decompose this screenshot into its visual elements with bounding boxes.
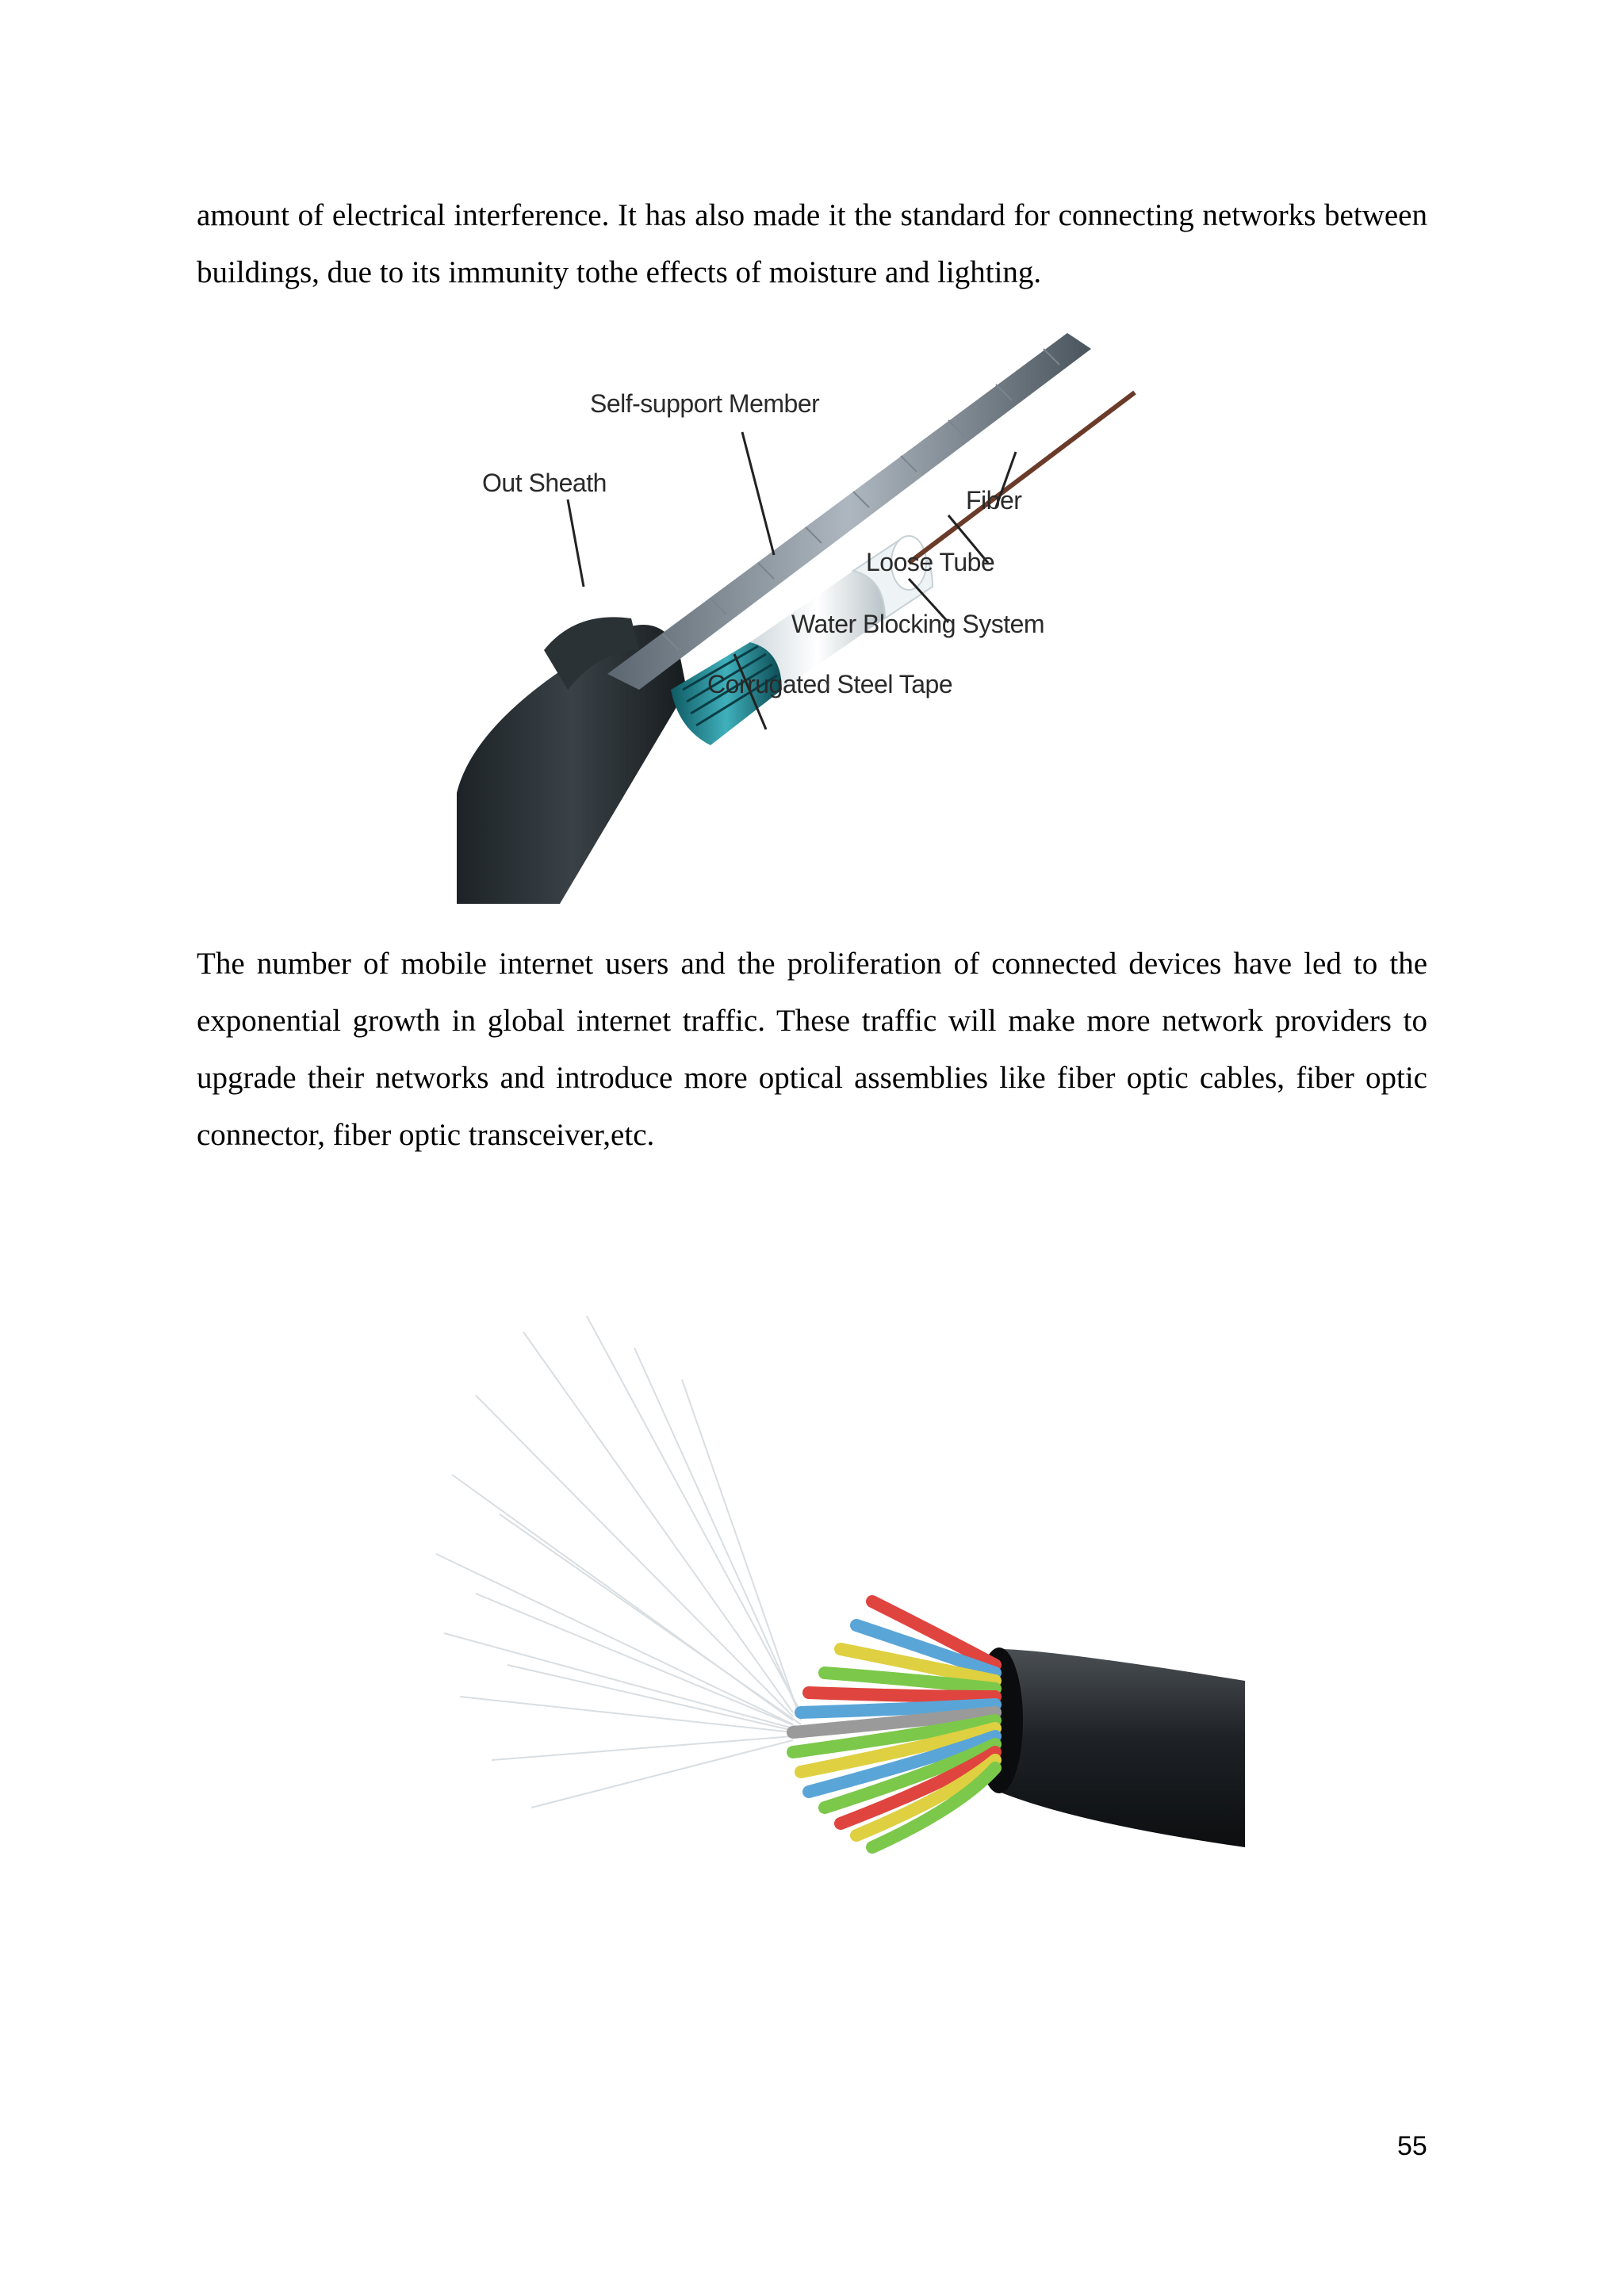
label-out-sheath: Out Sheath bbox=[482, 469, 607, 497]
fiber-bundle-photo bbox=[428, 1300, 1245, 1919]
fiber-shape bbox=[909, 392, 1135, 563]
page-number: 55 bbox=[1397, 2131, 1427, 2161]
colored-fibers bbox=[793, 1601, 995, 1847]
label-self-support-member: Self-support Member bbox=[590, 389, 820, 418]
label-corrugated-steel-tape: Corrugated Steel Tape bbox=[707, 670, 953, 698]
paragraph-internet-traffic: The number of mobile internet users and the proliferation of connected devices have led to the exponential growth in global internet traffic. These traffic will make more network providers to upgrade their networks and introduce more optical assemblies like fiber optic cables, fiber optic connector, fiber optic transceiver,etc. bbox=[197, 947, 1427, 1152]
label-water-blocking-system: Water Blocking System bbox=[791, 610, 1045, 638]
cable-cross-section-figure bbox=[425, 317, 1178, 904]
cable-diagram bbox=[425, 317, 1178, 904]
cable-jacket bbox=[991, 1649, 1245, 1847]
paragraph-continued: amount of electrical interference. It has also made it the standard for connecting networks between buildings, due to its immunity tothe effects of moisture and lighting. bbox=[197, 198, 1427, 289]
fiber-bundle-illustration bbox=[428, 1300, 1245, 1919]
label-fiber: Fiber bbox=[966, 486, 1022, 515]
label-loose-tube: Loose Tube bbox=[866, 548, 995, 576]
bare-fiber-strands bbox=[436, 1316, 801, 1808]
